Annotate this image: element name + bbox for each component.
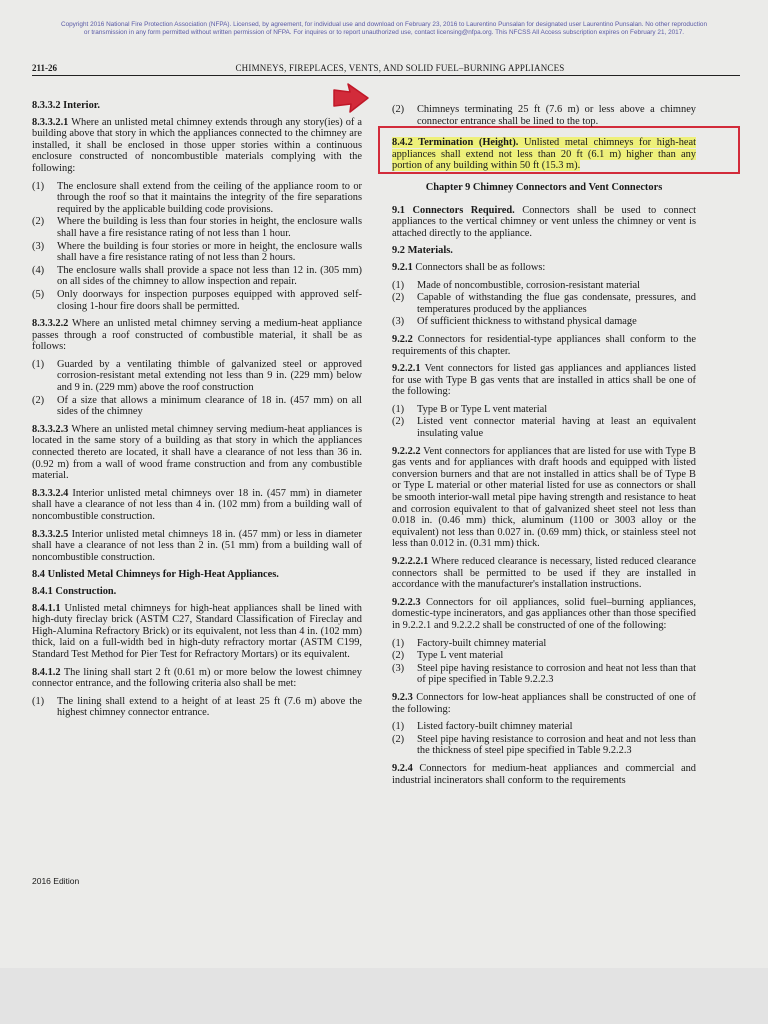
- highlighted-paragraph: [392, 137, 696, 172]
- paragraph-number: 9.2.4: [392, 762, 413, 774]
- paragraph-number: 8.3.3.2.2: [32, 318, 69, 330]
- edition-label: 2016 Edition: [32, 876, 80, 886]
- paragraph-number: 8.4.2 Termination (Height).: [392, 137, 519, 149]
- running-title: CHIMNEYS, FIREPLACES, VENTS, AND SOLID FUEL–BURNING APPLIANCES: [235, 63, 565, 73]
- list-item: (3) Where the building is four stories or more in height, the enclosure walls shall have a fire resistance rating of not less than 2 hours.: [32, 240, 362, 264]
- list-item: (1) Listed factory-built chimney material: [392, 721, 573, 733]
- paragraph-number: 9.2.2: [392, 333, 413, 345]
- paragraph-text: Where reduced clearance is necessary, listed reduced clearance connectors shall be permitted to be used if they are installed in accordance with the manufacturer's installation instructions.: [392, 556, 696, 591]
- paragraph-number: 8.3.3.2.3: [32, 423, 69, 435]
- paragraph: [392, 205, 696, 240]
- list-item: (2) Listed vent connector material having at least an equivalent insulating value: [392, 416, 696, 440]
- copyright-line-1: Copyright 2016 National Fire Protection Association (NFPA). Licensed, by agreement, for individual use and download on February 23, 2016 to Laurentino Punsalan for designated user Laurentino Punsalan. No other reproduction: [60, 21, 708, 28]
- paragraph-text: Where an unlisted metal chimney serving a medium-heat appliance passes through a roof constructed of combustible material, it shall be as follows:: [32, 318, 362, 353]
- section-heading: 9.2 Materials.: [392, 245, 453, 257]
- list-item: (3) Of sufficient thickness to withstand physical damage: [392, 316, 637, 328]
- paragraph: [392, 556, 696, 591]
- list-item: (2) Where the building is less than four stories in height, the enclosure walls shall have a fire resistance rating of not less than 1 hour.: [32, 216, 362, 239]
- list: [392, 280, 696, 328]
- list: [392, 721, 696, 757]
- section-heading: 8.4.1 Construction.: [32, 585, 117, 597]
- list: [392, 104, 696, 127]
- list-item: (2) Type L vent material: [392, 650, 504, 662]
- list-item: (2) Capable of withstanding the flue gas condensate, pressures, and temperatures produced by the appliances: [392, 292, 696, 315]
- scan-margin: [0, 968, 768, 1024]
- paragraph-text: The lining shall start 2 ft (0.61 m) or more below the lowest chimney connector entrance, and the following criteria also shall be met:: [32, 666, 362, 690]
- list: [32, 181, 362, 313]
- paragraph-number: 8.4.1.2: [32, 666, 61, 678]
- list: [32, 696, 362, 719]
- paragraph: [32, 424, 362, 482]
- list-item: (3) Steel pipe having resistance to corrosion and heat not less than that of pipe specified in Table 9.2.2.3: [392, 662, 696, 686]
- paragraph: [392, 597, 696, 632]
- page-number: 211-26: [32, 63, 58, 73]
- list-item: (1) The enclosure shall extend from the ceiling of the appliance room to or through the roof so that it maintains the integrity of the fire separations required by the applicable building code provisions.: [32, 180, 362, 215]
- paragraph: [32, 603, 362, 661]
- list: [392, 638, 696, 686]
- paragraph-text: Connectors for residential-type appliances shall conform to the requirements of this chapter.: [392, 333, 696, 357]
- paragraph-text: Connectors shall be as follows:: [415, 261, 546, 273]
- paragraph-text: Where an unlisted metal chimney extends through any story(ies) of a building above that story in which the appliances connected to the chimney are installed, it shall be enclosed in those upper stories within a continuous enclosure constructed of noncombustible materials complying with the following:: [32, 116, 362, 174]
- paragraph: [32, 117, 362, 175]
- copyright-line-2: or transmission in any form permitted without written permission of NFPA. For inquires or to report unauthorized use, contact licensing@nfpa.org. This NFCSS All Access subscription expires on February 21, 2017.: [83, 29, 685, 36]
- paragraph-text: Interior unlisted metal chimneys over 18 in. (457 mm) in diameter shall have a clearance of not less than 4 in. (102 mm) from a building wall of noncombustible construction.: [32, 487, 362, 522]
- paragraph-number: 8.3.3.2.4: [32, 487, 69, 499]
- paragraph: [392, 446, 696, 550]
- paragraph-number: 9.2.3: [392, 691, 413, 703]
- paragraph: [392, 334, 696, 357]
- paragraph: [32, 488, 362, 523]
- list-item: (1) The lining shall extend to a height of at least 25 ft (7.6 m) above the highest chimney connector entrance.: [32, 695, 362, 719]
- list-item: (1) Guarded by a ventilating thimble of galvanized steel or approved corrosion-resistant metal extending not less than 9 in. (229 mm) below and 9 in. (229 mm) above the roof construction: [32, 358, 362, 394]
- left-column: [32, 100, 362, 725]
- paragraph-text: Where an unlisted metal chimney serving medium-heat appliances is located in the same story of a building as that story in which the appliances connected thereto are located, it shall have a clearance of not less than 36 in. (0.92 m) from a wall of wood frame construction and from any combustible material.: [32, 423, 362, 482]
- list: [392, 404, 696, 440]
- copyright-notice: [10, 21, 758, 37]
- paragraph-text: Unlisted metal chimneys for high-heat appliances shall extend not less than 20 ft (6.1 m) higher than any portion of any building within 50 ft (15.3 m).: [392, 137, 697, 172]
- list-item: (2) Of a size that allows a minimum clearance of 18 in. (457 mm) on all sides of the chimney: [32, 394, 362, 418]
- list-item: (2) Chimneys terminating 25 ft (7.6 m) or less above a chimney connector entrance shall be lined to the top.: [392, 104, 696, 127]
- paragraph-number: 9.2.2.3: [392, 596, 421, 608]
- list-item: (1) Factory-built chimney material: [392, 637, 547, 649]
- paragraph: [392, 763, 696, 786]
- list-item: (1) Made of noncombustible, corrosion-resistant material: [392, 279, 641, 291]
- paragraph-text: Connectors for low-heat appliances shall be constructed of one of the following:: [392, 691, 696, 715]
- list: [32, 359, 362, 418]
- chapter-title: Chapter 9 Chimney Connectors and Vent Connectors: [425, 181, 663, 193]
- right-column: [392, 104, 696, 792]
- paragraph-text: Unlisted metal chimneys for high-heat appliances shall be lined with high-duty fireclay brick (ASTM C27, Standard Classification of Fireclay and High-Alumina Refractory Brick) or its equivalent, not less than 4 in. (102 mm) thick, laid on a full-width bed in high-duty refractory mortar (ASTM C199, Standard Test Method for Pier Test for Refractory Mortars) or its equivalent.: [32, 602, 362, 660]
- paragraph: [32, 318, 362, 353]
- list-item: (2) Steel pipe having resistance to corrosion and heat and not less than the thickness of steel pipe specified in Table 9.2.2.3: [392, 733, 696, 757]
- paragraph-number: 9.2.1: [392, 261, 413, 273]
- section-heading: 8.3.3.2 Interior.: [32, 100, 101, 111]
- paragraph-number: 9.2.2.2: [392, 445, 421, 457]
- paragraph: [392, 692, 696, 715]
- paragraph-text: Vent connectors for appliances that are listed for use with Type B gas vents and for appliances with draft hoods and equipped with listed conversion burners and that are not installed in attics shall be of Type B or Type L material or other material listed for use as connectors or shall be smooth interior-wall metal pipe having strength and resistance to heat and corrosion equivalent to that of galvanized sheet steel not less than 0.018 in. (0.46 mm) thick, aluminum (1100 or 3003 alloy or the equivalent) not less than 0.027 in. (0.69 mm) thick, or stainless steel not less than 0.012 in. (0.31 mm) thick.: [392, 445, 696, 550]
- paragraph-text: Interior unlisted metal chimneys 18 in. (457 mm) or less in diameter shall have a clearance of not less than 2 in. (51 mm) from a building wall of noncombustible construction.: [32, 528, 362, 563]
- paragraph-text: Connectors shall be used to connect appliances to the vertical chimney or vent unless the chimney or vent is attached directly to the appliance.: [392, 204, 696, 239]
- paragraph: [392, 363, 696, 398]
- paragraph-text: Vent connectors for listed gas appliances and appliances listed for use with Type B gas vents that are installed in attics shall be one of the following:: [392, 363, 696, 398]
- list-item: (4) The enclosure walls shall provide a space not less than 12 in. (305 mm) on all sides of the chimney to allow inspection and repair.: [32, 264, 362, 288]
- paragraph: [392, 262, 696, 274]
- paragraph: [32, 529, 362, 564]
- paragraph-number: 8.4.1.1: [32, 602, 61, 614]
- paragraph-number: 8.3.3.2.5: [32, 528, 69, 540]
- header-rule: [32, 75, 740, 76]
- section-heading: 8.4 Unlisted Metal Chimneys for High-Heat Appliances.: [32, 569, 279, 581]
- paragraph-text: Connectors for medium-heat appliances and commercial and industrial incinerators shall conform to the requirements: [392, 762, 696, 786]
- paragraph-text: Connectors for oil appliances, solid fuel–burning appliances, domestic-type incinerators, and gas appliances other than those specified in 9.2.2.1 and 9.2.2.2 shall be constructed of one of the following:: [392, 596, 696, 631]
- list-item: (1) Type B or Type L vent material: [392, 403, 548, 415]
- paragraph-number: 9.2.2.2.1: [392, 556, 429, 567]
- paragraph: [32, 667, 362, 690]
- paragraph-number: 9.2.2.1: [392, 363, 421, 375]
- list-item: (5) Only doorways for inspection purposes equipped with approved self-closing 1-hour fire doors shall be permitted.: [32, 288, 362, 312]
- paragraph-number: 9.1 Connectors Required.: [392, 204, 515, 216]
- paragraph-number: 8.3.3.2.1: [32, 116, 69, 128]
